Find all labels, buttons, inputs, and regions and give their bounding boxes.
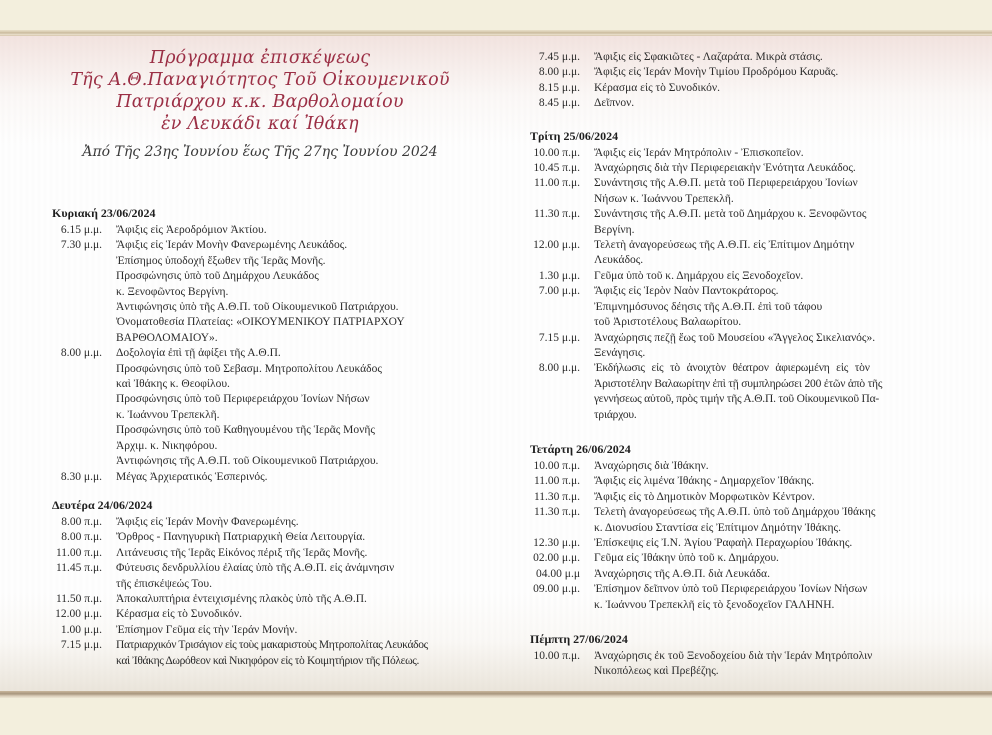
entry-line: Συνάντησις τῆς Α.Θ.Π. μετὰ τοῦ Περιφερειάρχου Ἰονίων — [594, 177, 858, 190]
schedule-entry — [530, 331, 970, 362]
entry-line: Ἀρχιμ. κ. Νικηφόρου. — [116, 439, 218, 452]
entry-line: Προσφώνησις ὑπὸ τοῦ Περιφερειάρχου Ἰονίων Νήσων — [116, 393, 370, 406]
left-column — [52, 205, 492, 681]
schedule-entry — [530, 81, 970, 96]
day-section-wednesday — [530, 441, 970, 613]
entry-description — [594, 238, 970, 269]
entry-description — [116, 530, 492, 545]
entry-line: Ἐπίσημον δεῖπνον ὑπὸ τοῦ Περιφερειάρχου Ἰονίων Νήσων — [594, 583, 868, 596]
entry-line: Ἄφιξις εἰς Ἱεράν Μονὴν Φανερωμένης Λευκάδος. — [116, 239, 348, 252]
entry-line: κ. Ξενοφῶντος Βεργίνη. — [116, 285, 229, 298]
top-border-band — [0, 0, 992, 30]
schedule-entry — [530, 269, 970, 284]
entry-line: κ. Διονυσίου Σταντίσα εἰς Ἐπίτιμον Δημότην Ἰθάκης. — [594, 521, 841, 534]
entry-time: 11.00 π.μ. — [533, 475, 580, 488]
entry-description — [116, 515, 492, 530]
schedule-entry — [530, 649, 970, 680]
entry-line: Δεῖπνον. — [594, 97, 635, 110]
entry-time: 8.45 μ.μ. — [538, 97, 580, 110]
bottom-ornamental-rule — [0, 691, 992, 698]
entry-description — [116, 623, 492, 638]
entry-line: Ἐπίσκεψις εἰς Ἰ.Ν. Ἁγίου Ῥαφαὴλ Περαχωρίου Ἰθάκης. — [594, 536, 853, 549]
schedule-entry — [530, 551, 970, 566]
entry-line: Ἀποκαλυπτήρια ἐντειχισμένης πλακὸς ὑπὸ τῆς Α.Θ.Π. — [116, 592, 367, 605]
entry-line: Δοξολογία ἐπὶ τῇ ἀφίξει τῆς Α.Θ.Π. — [116, 347, 281, 360]
entry-time: 11.45 π.μ. — [55, 562, 102, 575]
program-header — [40, 47, 480, 161]
schedule-entry — [52, 607, 492, 622]
entry-time: 1.30 μ.μ. — [538, 269, 580, 282]
entry-line: Γεῦμα εἰς Ἰθάκην ὑπὸ τοῦ κ. Δημάρχου. — [594, 552, 779, 565]
entry-description — [116, 346, 492, 469]
entry-description — [594, 361, 970, 423]
entry-line: Ἄφιξις εἰς τὸ Δημοτικὸν Μορφωτικὸν Κέντρον. — [594, 490, 815, 503]
entry-time: 09.00 μ.μ. — [533, 583, 580, 596]
entry-time: 8.00 π.μ. — [61, 515, 102, 528]
day-title: Τετάρτη 26/06/2024 — [530, 441, 631, 456]
entry-line: καὶ Ἰθάκης Δωρόθεον καὶ Νικηφόρον εἰς τὸ Κοιμητήριον τῆς Πόλεως. — [116, 654, 420, 667]
entry-time: 8.00 π.μ. — [61, 531, 102, 544]
day-title: Κυριακή 23/06/2024 — [52, 206, 156, 220]
entry-line: Βεργίνη. — [594, 223, 635, 236]
entry-time: 8.00 μ.μ. — [60, 347, 102, 360]
schedule-entry — [530, 505, 970, 536]
entry-time: 7.45 μ.μ. — [538, 51, 580, 63]
schedule-entry — [530, 96, 970, 111]
entry-description — [116, 546, 492, 561]
entry-description — [594, 505, 970, 536]
entry-line: Προσφώνησις ὑπὸ τοῦ Δημάρχου Λευκάδος — [116, 270, 319, 283]
schedule-entry — [530, 459, 970, 474]
entry-line: Κέρασμα εἰς τὸ Συνοδικόν. — [116, 608, 242, 621]
entry-description — [116, 592, 492, 607]
schedule-entry — [530, 536, 970, 551]
entry-time: 8.15 μ.μ. — [538, 81, 580, 94]
entry-line: τῆς ἐπισκέψεώς Του. — [116, 577, 212, 590]
title-line: Πρόγραμμα ἐπισκέψεως — [149, 48, 371, 68]
day-title: Δευτέρα 24/06/2024 — [52, 497, 153, 512]
schedule-entry — [530, 361, 970, 423]
entry-line: Ἀναχώρησις ἐκ τοῦ Ξενοδοχείου διὰ τὴν Ἱεράν Μητρόπολιν — [594, 650, 873, 662]
entry-description — [594, 81, 970, 96]
day-section-monday — [52, 497, 492, 669]
entry-description — [594, 284, 970, 330]
entry-line: Ἄφιξις εἰς λιμένα Ἰθάκης - Δημαρχεῖον Ἰθάκης. — [594, 475, 815, 488]
entry-line: Τελετὴ ἀναγορεύσεως τῆς Α.Θ.Π. εἰς Ἐπίτιμον Δημότην — [594, 239, 855, 252]
entry-line: Προσφώνησις ὑπὸ τοῦ Σεβασμ. Μητροπολίτου Λευκάδος — [116, 362, 382, 375]
entry-description — [594, 536, 970, 551]
schedule-entry — [52, 223, 492, 238]
schedule-entry — [530, 490, 970, 505]
entry-line: Μέγας Ἀρχιερατικός Ἑσπερινός. — [116, 470, 268, 483]
entry-line: Φύτευσις δενδρυλλίου ἐλαίας ὑπὸ τῆς Α.Θ.Π. εἰς ἀνάμνησιν — [116, 562, 395, 575]
entry-time: 8.30 μ.μ. — [60, 470, 102, 483]
entry-time: 11.00 π.μ. — [55, 546, 102, 559]
title-line: ἐν Λευκάδι καί Ἰθάκη — [161, 114, 359, 134]
entry-line: Γεῦμα ὑπὸ τοῦ κ. Δημάρχου εἰς Ξενοδοχεῖον. — [594, 269, 804, 282]
day-section-tuesday — [530, 128, 970, 423]
entry-line: Ὀνοματοθεσία Πλατείας: «ΟΙΚΟΥΜΕΝΙΚΟΥ ΠΑΤΡΙΑΡΧΟΥ — [116, 316, 405, 329]
entry-line: Τελετὴ ἀναγορεύσεως τῆς Α.Θ.Π. ὑπὸ τοῦ Δημάρχου Ἰθάκης — [594, 506, 876, 519]
entry-time: 1.00 μ.μ. — [60, 623, 102, 636]
schedule-entry — [52, 515, 492, 530]
entry-description — [116, 638, 492, 669]
entry-time: 10.00 π.μ. — [533, 146, 580, 159]
entry-time: 8.00 μ.μ. — [538, 66, 580, 79]
entry-line: Νικοπόλεως καὶ Πρεβέζης. — [594, 665, 719, 678]
title-line: Πατριάρχου κ.κ. Βαρθολομαίου — [116, 92, 404, 112]
entry-line: Ἐπιμνημόσυνος δέησις τῆς Α.Θ.Π. ἐπὶ τοῦ τάφου — [594, 300, 823, 313]
entry-line: Ἀναχώρησις διὰ τὴν Περιφερειακὴν Ἑνότητα Λευκάδος. — [594, 162, 856, 175]
schedule-entry — [530, 567, 970, 582]
schedule-entry — [52, 592, 492, 607]
entry-line: Ἐπίσημος ὑποδοχή ἔξωθεν τῆς Ἱερᾶς Μονῆς. — [116, 254, 326, 267]
entry-description — [594, 176, 970, 207]
entry-description — [594, 567, 970, 582]
entry-line: Νήσων κ. Ἰωάννου Τρεπεκλῆ. — [594, 192, 734, 205]
entry-time: 11.30 π.μ. — [533, 506, 580, 519]
entry-description — [116, 470, 492, 485]
entry-time: 02.00 μ.μ. — [533, 552, 580, 565]
schedule-entry — [530, 238, 970, 269]
entry-line: Ἀναχώρησις πεζῇ ἕως τοῦ Μουσείου «Ἄγγελος Σικελιανός». — [594, 331, 876, 344]
entry-line: Ἄφιξις εἰς Ἱερὸν Ναὸν Παντοκράτορος. — [594, 285, 779, 298]
entry-description — [594, 50, 970, 65]
entry-description — [594, 551, 970, 566]
entry-line: κ. Ἰωάννου Τρεπεκλῆ. — [116, 408, 220, 421]
entry-line: γεννήσεως αὐτοῦ, πρὸς τιμήν τῆς Α.Θ.Π. τοῦ Οἰκουμενικοῦ Πα- — [594, 393, 880, 406]
entry-line: Συνάντησις τῆς Α.Θ.Π. μετὰ τοῦ Δημάρχου κ. Ξενοφῶντος — [594, 208, 867, 221]
title-line: Τῆς Α.Θ.Παναγιότητος Τοῦ Οἰκουμενικοῦ — [70, 70, 450, 90]
entry-line: Ἀναχώρησις διὰ Ἰθάκην. — [594, 459, 709, 472]
entry-line: Κέρασμα εἰς τὸ Συνοδικόν. — [594, 81, 720, 94]
entry-description — [594, 207, 970, 238]
entry-description — [594, 582, 970, 613]
entry-line: Ξενάγησις. — [594, 346, 646, 359]
schedule-entry — [530, 474, 970, 489]
schedule-entry — [52, 623, 492, 638]
schedule-entry — [52, 238, 492, 346]
schedule-entry — [530, 161, 970, 176]
entry-line: ΒΑΡΘΟΛΟΜΑΙΟΥ». — [116, 331, 218, 344]
entry-description — [594, 474, 970, 489]
entry-description — [116, 607, 492, 622]
day-section-monday-continued — [530, 50, 970, 112]
day-title: Πέμπτη 27/06/2024 — [530, 632, 628, 646]
schedule-entry — [52, 530, 492, 545]
entry-line: Ἐπίσημον Γεῦμα εἰς τὴν Ἱεράν Μονήν. — [116, 623, 298, 636]
entry-line: Ὄρθρος - Πανηγυρικὴ Πατριαρχικὴ Θεία Λειτουργία. — [116, 531, 366, 544]
entry-time: 7.15 μ.μ. — [538, 331, 580, 344]
entry-line: Ἄφιξις εἰς Ἱεράν Μητρόπολιν - Ἐπισκοπεῖον. — [594, 146, 804, 159]
entry-time: 12.00 μ.μ. — [55, 608, 102, 621]
schedule-entry — [530, 50, 970, 65]
schedule-entry — [52, 638, 492, 669]
entry-description — [116, 223, 492, 238]
entry-description — [594, 490, 970, 505]
entry-time: 12.30 μ.μ. — [533, 536, 580, 549]
schedule-entry — [530, 284, 970, 330]
entry-description — [594, 269, 970, 284]
day-title: Τρίτη 25/06/2024 — [530, 128, 619, 143]
entry-line: τριάρχου. — [594, 408, 637, 421]
right-column — [530, 50, 970, 692]
schedule-entry — [530, 65, 970, 80]
entry-description — [594, 459, 970, 474]
entry-line: τοῦ Ἀριστοτέλους Βαλαωρίτου. — [594, 316, 742, 329]
entry-time: 11.50 π.μ. — [55, 592, 102, 605]
entry-description — [116, 238, 492, 346]
entry-time: 12.00 μ.μ. — [533, 239, 580, 252]
day-section-sunday — [52, 205, 492, 485]
schedule-entry — [52, 561, 492, 592]
entry-line: Προσφώνησις ὑπὸ τοῦ Καθηγουμένου τῆς Ἱερᾶς Μονῆς — [116, 424, 375, 437]
schedule-entry — [530, 582, 970, 613]
entry-description — [594, 146, 970, 161]
schedule-entry — [530, 146, 970, 161]
entry-line: Ἄφιξις εἰς Ἀεροδρόμιον Ἀκτίου. — [116, 224, 267, 236]
entry-description — [594, 649, 970, 680]
entry-time: 11.00 π.μ. — [533, 177, 580, 190]
schedule-entry — [530, 207, 970, 238]
schedule-entry — [52, 470, 492, 485]
day-section-thursday — [530, 631, 970, 680]
entry-time: 10.45 π.μ. — [533, 162, 580, 175]
entry-time: 7.00 μ.μ. — [538, 285, 580, 298]
entry-time: 7.30 μ.μ. — [60, 239, 102, 252]
entry-line: Ἄφιξις εἰς Ἱεράν Μονὴν Τιμίου Προδρόμου Καρυᾶς. — [594, 66, 839, 79]
entry-line: Ἀντιφώνησις τῆς Α.Θ.Π. τοῦ Οἰκουμενικοῦ Πατριάρχου. — [116, 455, 379, 468]
entry-time: 10.00 π.μ. — [533, 650, 580, 662]
entry-description — [594, 96, 970, 111]
entry-time: 7.15 μ.μ. — [60, 639, 102, 652]
entry-description — [594, 161, 970, 176]
entry-line: Ἄφιξις εἰς Σφακιῶτες - Λαζαράτα. Μικρὰ στάσις. — [594, 51, 823, 63]
entry-line: Πατριαρχικόν Τρισάγιον εἰς τοὺς μακαριστοὺς Μητροπολίτας Λευκάδος — [116, 639, 428, 652]
entry-line: κ. Ἰωάννου Τρεπεκλῆ εἰς τὸ ξενοδοχεῖον ΓΑΛΗΝΗ. — [594, 598, 835, 611]
entry-line: Ἐκδήλωσις εἰς τὸ ἀνοιχτὸν θέατρον ἀφιερωμένη εἰς τὸν — [594, 362, 870, 375]
bottom-border-band — [0, 698, 992, 735]
entry-line: Λιτάνευσις τῆς Ἱερᾶς Εἰκόνος πέριξ τῆς Ἱερᾶς Μονῆς. — [116, 546, 368, 559]
schedule-entry — [52, 546, 492, 561]
entry-line: Ἀριστοτέλην Βαλαωρίτην ἐπὶ τῇ συμπληρώσει 200 ἐτῶν ἀπὸ τῆς — [594, 377, 883, 390]
entry-line: Ἀναχώρησις τῆς Α.Θ.Π. διὰ Λευκάδα. — [594, 567, 770, 580]
entry-line: Λευκάδος. — [594, 254, 644, 267]
entry-time: 10.00 π.μ. — [533, 459, 580, 472]
entry-description — [116, 561, 492, 592]
entry-line: Ἀντιφώνησις ὑπὸ τῆς Α.Θ.Π. τοῦ Οἰκουμενικοῦ Πατριάρχου. — [116, 301, 399, 314]
entry-time: 11.30 π.μ. — [533, 208, 580, 221]
entry-line: καὶ Ἰθάκης κ. Θεοφίλου. — [116, 378, 230, 391]
entry-time: 8.00 μ.μ. — [538, 362, 580, 375]
entry-time: 11.30 π.μ. — [533, 490, 580, 503]
schedule-entry — [530, 176, 970, 207]
date-range-subtitle: Ἀπό Τῆς 23ης Ἰουνίου ἕως Τῆς 27ης Ἰουνίου 2024 — [82, 144, 438, 160]
entry-line: Ἄφιξις εἰς Ἱεράν Μονὴν Φανερωμένης. — [116, 515, 299, 528]
entry-time: 6.15 μ.μ. — [60, 224, 102, 236]
schedule-entry — [52, 346, 492, 469]
entry-description — [594, 331, 970, 362]
entry-description — [594, 65, 970, 80]
entry-time: 04.00 μ.μ — [536, 567, 580, 580]
